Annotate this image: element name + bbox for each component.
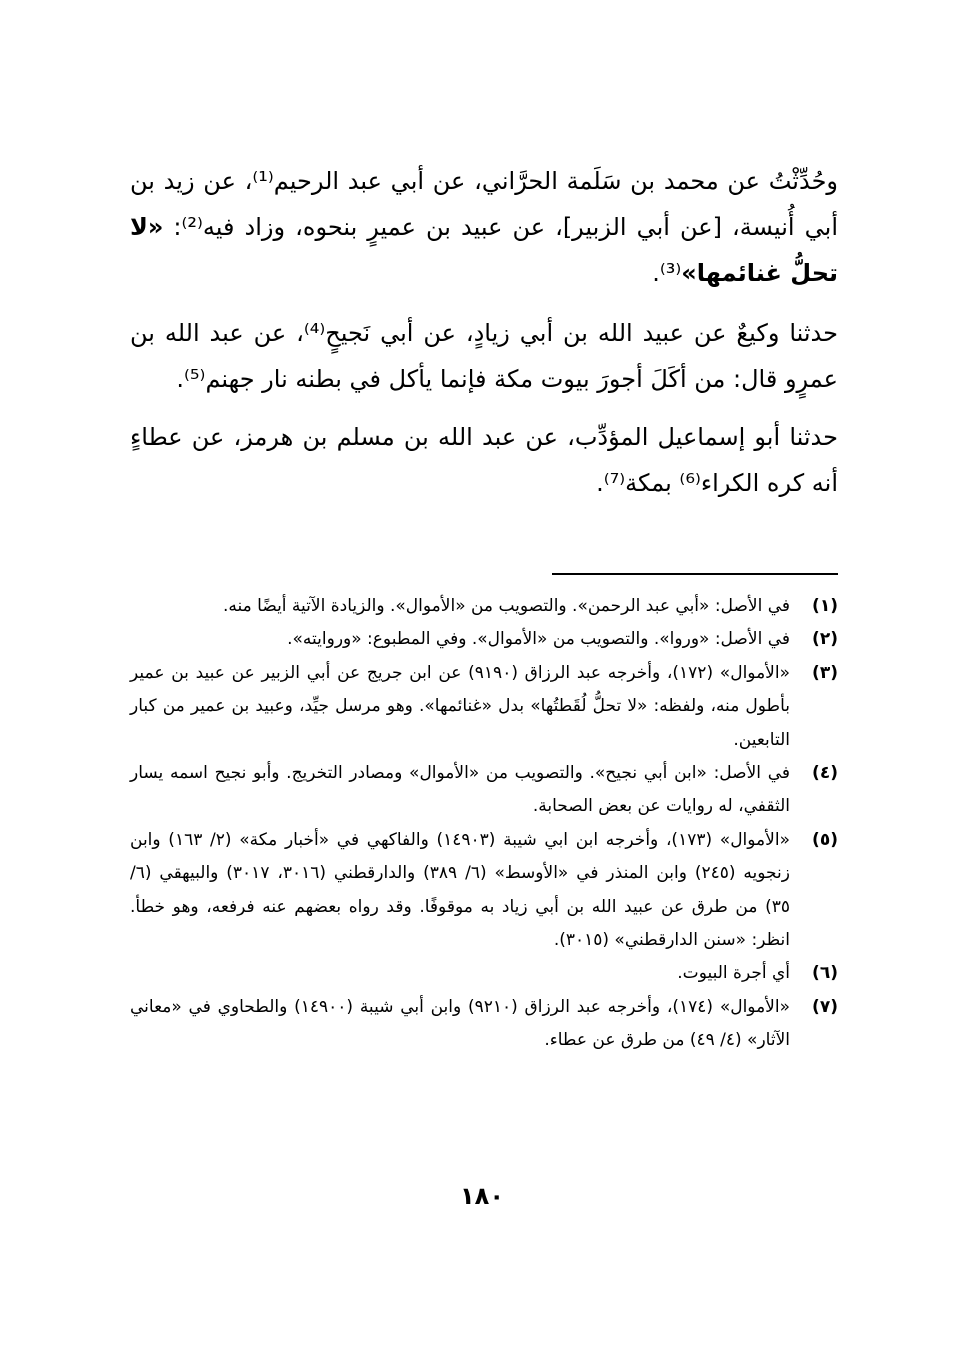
footnote-text (130, 991, 790, 1058)
main-text (130, 158, 838, 520)
footnote-line: في الأصل: «ابن أبي نجيح». والتصويب من «الأموال» ومصادر التخريج. وأبو نجيح (214, 763, 790, 784)
paragraph-2 (130, 310, 838, 402)
footnote-3 (130, 657, 838, 757)
footnote-line: وعبيد بن عمير من كبار التابعين. (130, 696, 790, 750)
footnote-line: «الأموال» (١٧٤)، وأخرجه عبد الرزاق (٩٢١٠) وابن أبي شيبة (١٤٩٠٠) (294, 996, 791, 1017)
footnote-text (130, 590, 790, 623)
paragraph-1-line-2: زيد بن أبي أُنيسة، [عن أبي الزبير]، عن عبيد بن عميرٍ بنحوه، وزاد فيه⁽²⁾: (130, 167, 838, 241)
paragraph-1-line-3-rest: ⁽³⁾. (652, 259, 682, 287)
footnote-line: (٢/ ١٦٣) وابن زنجويه (٢٤٥) وابن المنذر في «الأوسط» (٦/ ٣٨٩) والدارقطني (130, 829, 790, 884)
hadith-quote: «لا تحلُّ غنائمها» (130, 213, 838, 287)
paragraph-3 (130, 414, 838, 506)
footnote-line: والطحاوي في «معاني الآثار» (٤/ ٤٩) من طرق عن عطاء. (130, 996, 790, 1051)
paragraph-3-line-2: أنه كره الكراء⁽⁶⁾ بمكة⁽⁷⁾. (596, 469, 838, 497)
paragraph-2-line-1: حدثنا وكيعٌ عن عبيد الله بن أبي زيادٍ، عن أبي نَجيحٍ⁽⁴⁾، عن عبد الله بن (130, 319, 838, 347)
footnote-5 (130, 824, 838, 958)
footnote-2 (130, 623, 838, 656)
footnote-number: (٧) (812, 996, 838, 1017)
footnote-text (130, 957, 790, 990)
footnote-4 (130, 757, 838, 824)
paragraph-1 (130, 158, 838, 296)
footnotes (130, 590, 838, 1058)
footnote-line: اسمه يسار الثقفي، له روايات عن بعض الصحابة. (130, 763, 790, 817)
footnote-number: (٤) (812, 763, 838, 784)
footnote-text (130, 657, 790, 757)
paragraph-1-line-1: وحُدِّثْتُ عن محمد بن سَلَمة الحرَّاني، عن أبي عبد الرحيم⁽¹⁾، عن (203, 167, 838, 195)
footnote-line: في الأصل: «وروا». والتصويب من «الأموال». وفي المطبوع: «وروايته». (287, 629, 790, 650)
footnote-line: عبيد بن عمير بأطول منه، ولفظه: «لا تحلُّ لُقَطتُها» بدل «غنائمها». وهو مرسل جيِّد، (130, 662, 790, 717)
footnote-line: (٣٠١٦، ٣٠١٧) والبيهقي (٦/ ٣٥) من طرق عن عبيد الله بن أبي زياد به موقوفًا. (130, 863, 791, 917)
paragraph-2-line-2: عمرٍو قال: من أكَلَ أجورَ بيوت مكة فإنما يأكل في بطنه نار جهنم⁽⁵⁾. (176, 365, 838, 393)
footnote-line: في الأصل: «أبي عبد الرحمن». والتصويب من «الأموال». والزيادة الآتية أيضًا منه. (222, 596, 790, 616)
footnote-text (130, 824, 790, 958)
footnote-1 (130, 590, 838, 623)
footnote-line: أي أجرة البيوت. (677, 963, 790, 984)
footnote-7 (130, 991, 838, 1058)
footnote-number: (١) (812, 596, 838, 616)
footnote-divider (552, 573, 838, 575)
footnote-line: وقد رواه بعضهم عنه فرفعه، وهو خطأ. انظر: «سنن الدارقطني» (٣٠١٥). (130, 896, 790, 951)
footnote-number: (٥) (812, 829, 838, 850)
footnote-6 (130, 957, 838, 990)
footnote-text (130, 623, 790, 656)
footnote-number: (٦) (812, 963, 838, 984)
paragraph-3-line-1: حدثنا أبو إسماعيل المؤدِّب، عن عبد الله بن مسلم بن هرمز، عن عطاءٍ (130, 423, 838, 451)
footnote-number: (٢) (812, 629, 838, 650)
footnote-number: (٣) (812, 662, 838, 683)
footnote-line: «الأموال» (١٧٢)، وأخرجه عبد الرزاق (٩١٩٠) عن ابن جريج عن أبي الزبير عن (231, 662, 790, 683)
footnote-text (130, 757, 790, 824)
footnote-line: «الأموال» (١٧٣)، وأخرجه ابن ابي شيبة (١٤٩٠٣) والفاكهي في «أخبار مكة» (239, 829, 790, 850)
page-number: ١٨٠ (460, 1182, 504, 1210)
